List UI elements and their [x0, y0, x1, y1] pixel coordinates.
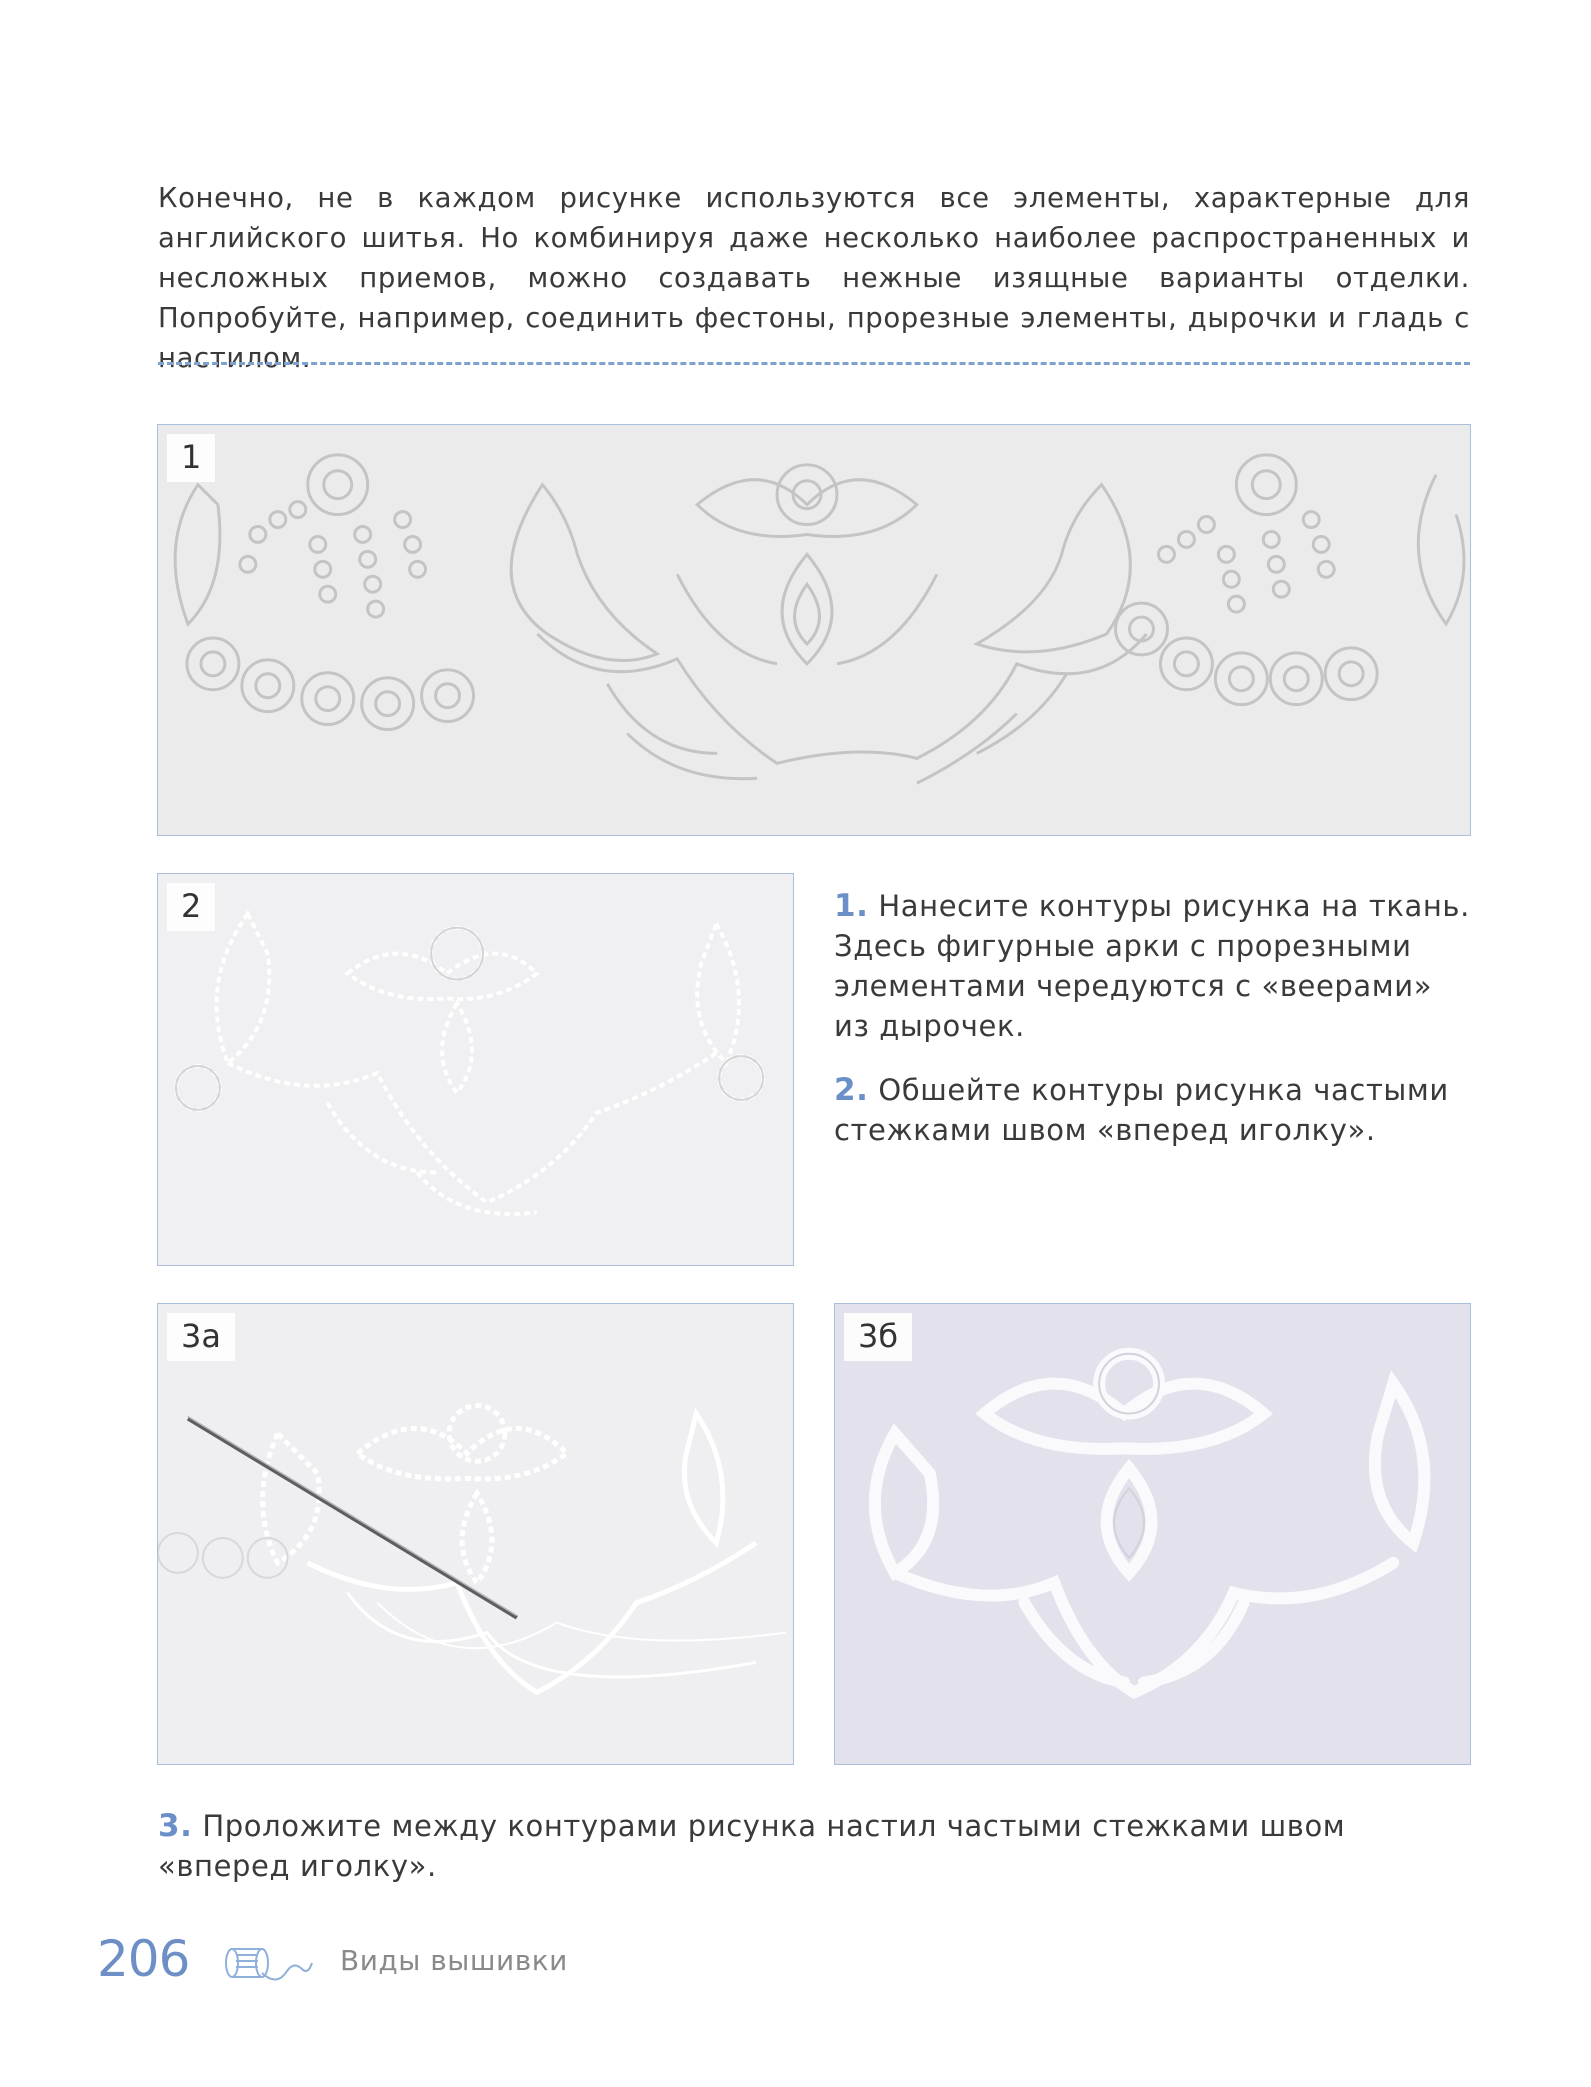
step-number: 3. — [158, 1808, 193, 1844]
photo-label: 1 — [167, 434, 215, 482]
step-1 — [834, 886, 1470, 1046]
step-instructions — [834, 886, 1470, 1174]
photo-label: 3а — [167, 1313, 235, 1361]
step-text: Обшейте контуры рисунка частыми стежками швом «вперед иголку». — [834, 1073, 1449, 1147]
photo-label: 2 — [167, 883, 215, 931]
step-number: 1. — [834, 888, 869, 924]
step-number: 2. — [834, 1072, 869, 1108]
pattern-outline-drawing — [158, 425, 1470, 835]
padding-with-needle-drawing — [158, 1304, 793, 1764]
photo-step-3a — [157, 1303, 794, 1765]
photo-step-3b — [834, 1303, 1471, 1765]
section-title: Виды вышивки — [340, 1944, 568, 1977]
photo-step-2 — [157, 873, 794, 1266]
page-number: 206 — [97, 1930, 190, 1988]
step-3 — [158, 1806, 1470, 1886]
step-text: Нанесите контуры рисунка на ткань. Здесь фигурные арки с прорезными элементами чередуются с «веерами» из дырочек. — [834, 889, 1470, 1043]
intro-paragraph: Конечно, не в каждом рисунке используются все элементы, характерные для английского шитья. Но комбинируя даже несколько наиболее распространенных и несложных приемов, можно создавать нежные изящные варианты отделки. Попробуйте, например, соединить фестоны, прорезные элементы, дырочки и гладь с настилом. — [158, 182, 1470, 374]
spool-icon — [222, 1943, 314, 1987]
step-text: Проложите между контурами рисунка настил частыми стежками швом «вперед иголку». — [158, 1809, 1346, 1883]
dashed-divider — [158, 362, 1470, 365]
finished-padding-drawing — [835, 1304, 1470, 1764]
step-2 — [834, 1070, 1470, 1150]
photo-step-1 — [157, 424, 1471, 836]
photo-label: 3б — [844, 1313, 912, 1361]
stitched-outline-drawing — [158, 874, 793, 1265]
